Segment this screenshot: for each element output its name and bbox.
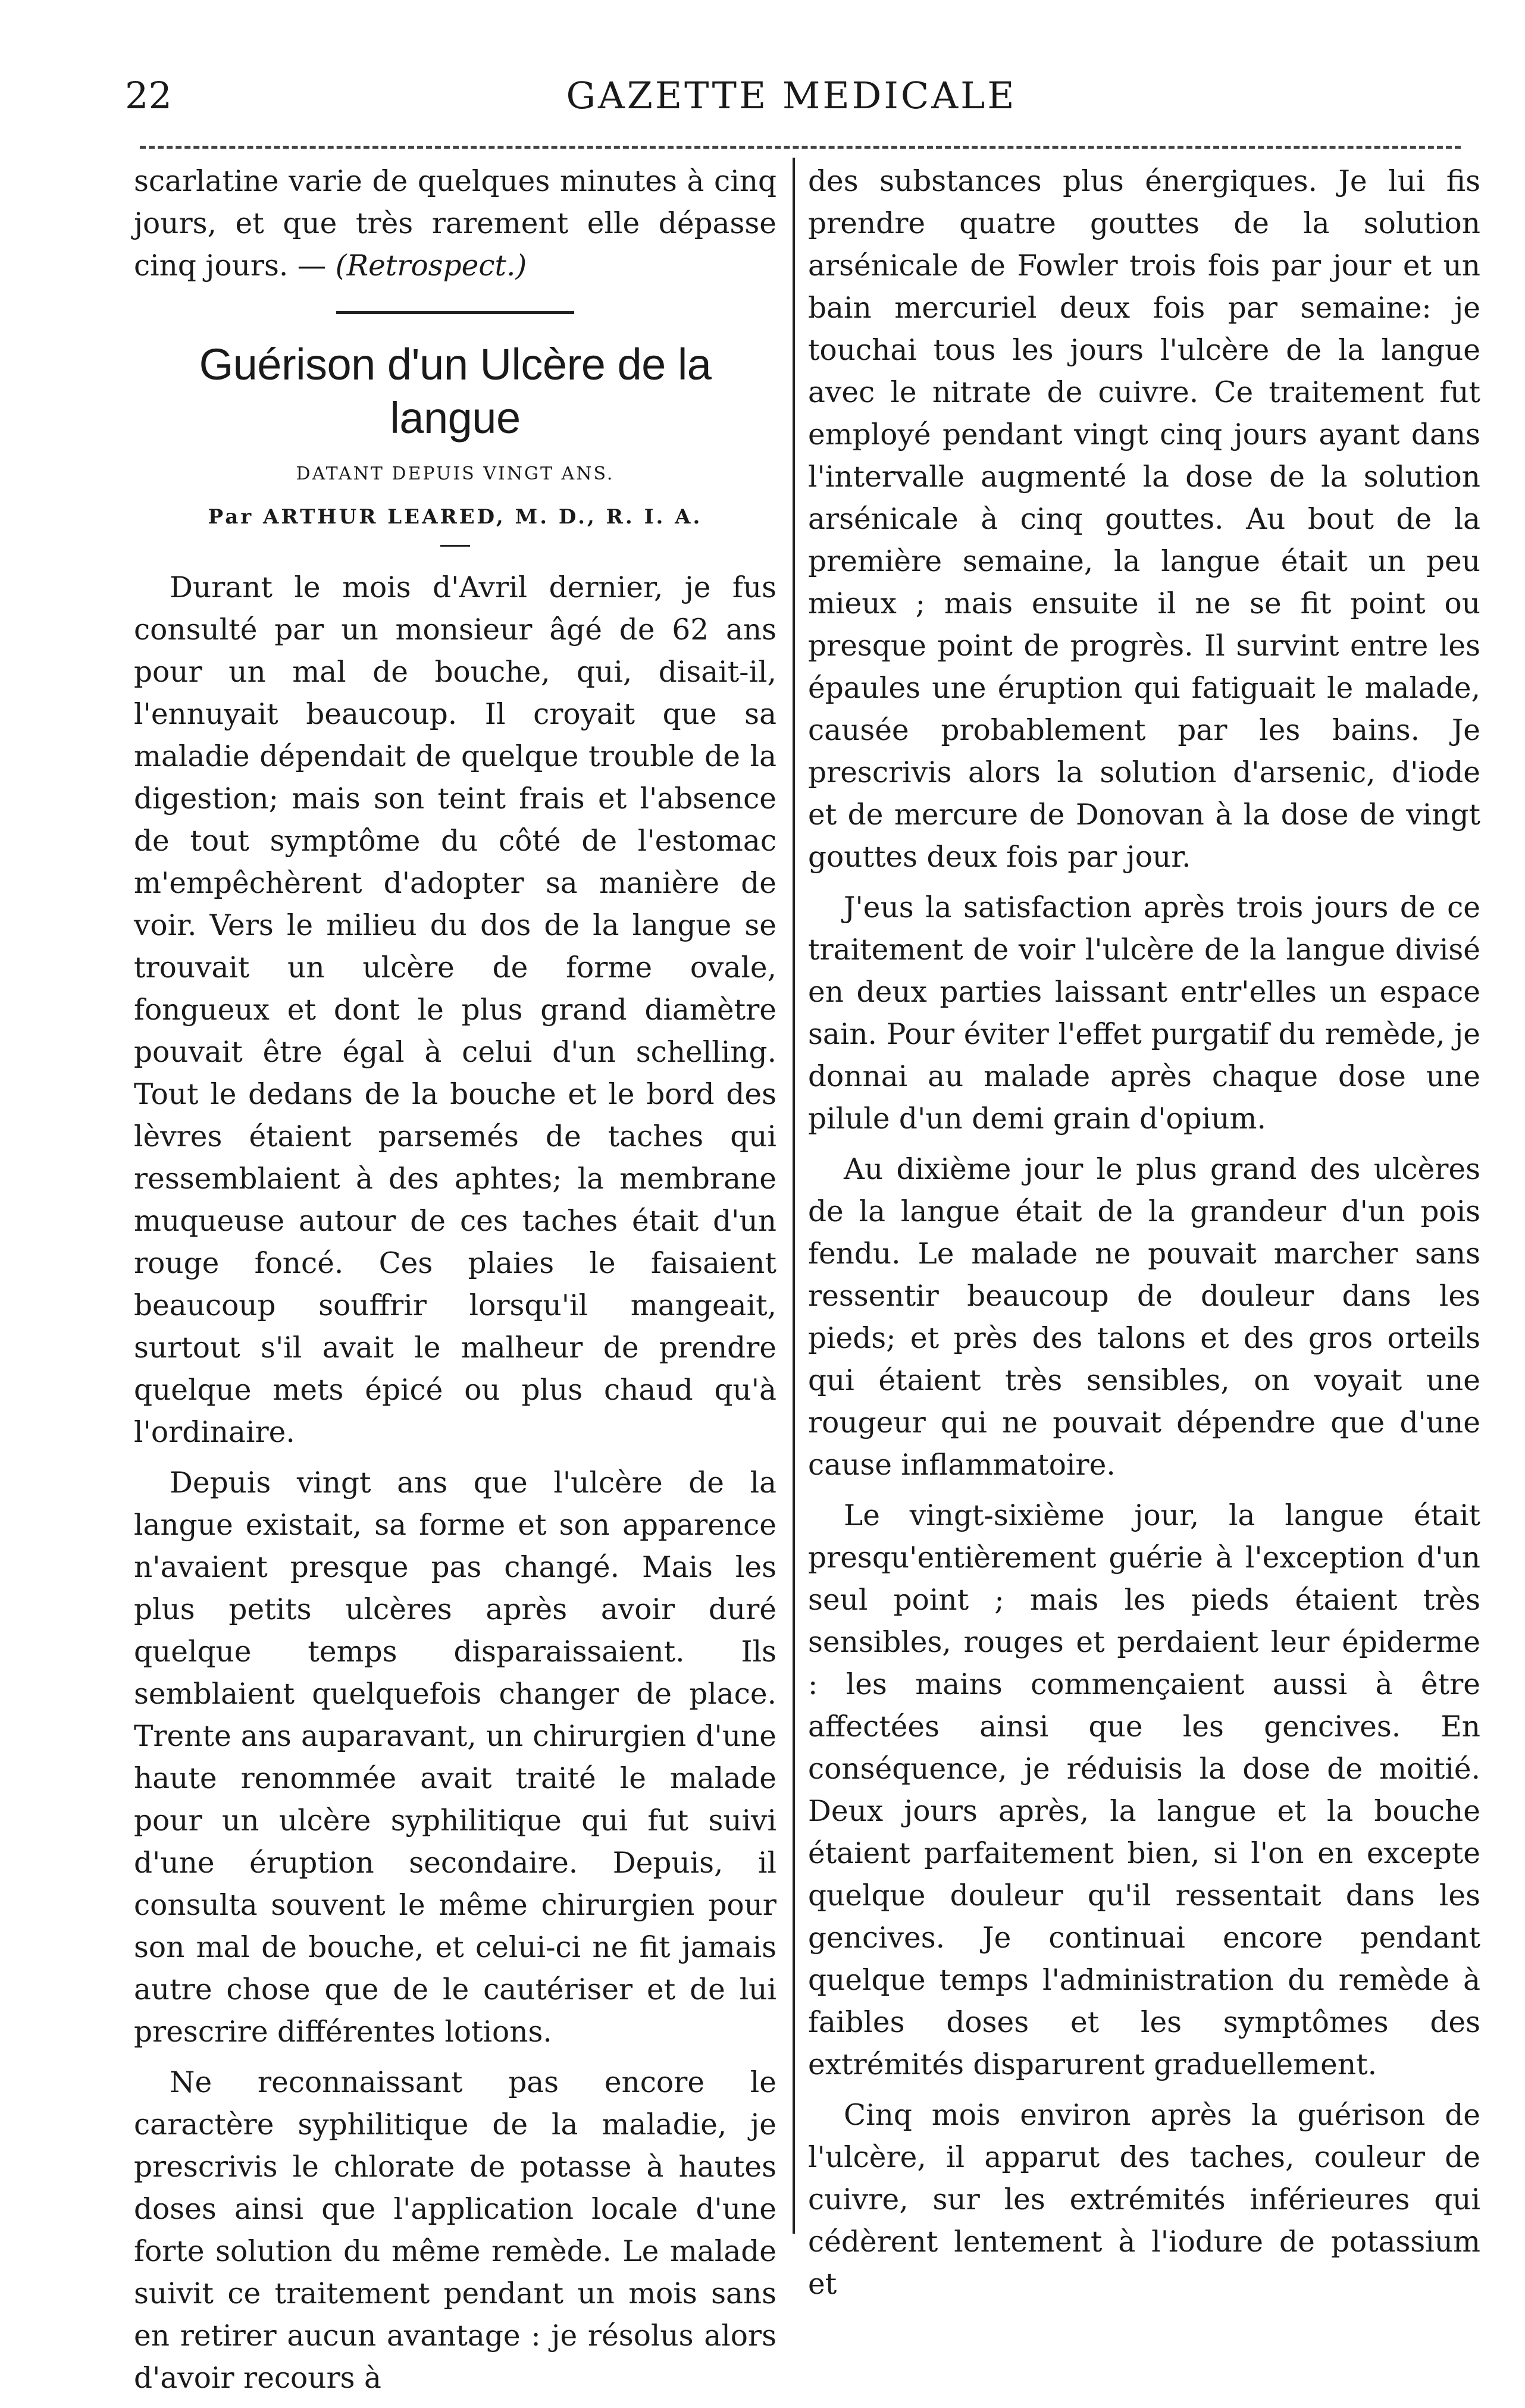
article-paragraph: J'eus la satisfaction après trois jours de ce traitement de voir l'ulcère de la langue divisé en deux parties laissant entr'elles un espace sain. Pour éviter l'effet purgatif du remède, je donnai au malade après chaque dose une pilule d'un demi grain d'opium. [808, 891, 1480, 1136]
article-paragraph: Durant le mois d'Avril dernier, je fus consulté par un monsieur âgé de 62 ans pour un mal de bouche, qui, disait-il, l'ennuyait beaucoup. Il croyait que sa maladie dépendait de quelque trouble de la digestion; mais son teint frais et l'absence de tout symptôme du côté de l'estomac m'empêchèrent d'adopter sa manière de voir. Vers le milieu du dos de la langue se trouvait un ulcère de forme ovale, fongueux et dont le plus grand diamètre pouvait être égal à celui d'un schelling. Tout le dedans de la bouche et le bord des lèvres étaient parsemés de taches qui ressemblaient à des aphtes; la membrane muqueuse autour de ces taches était d'un rouge foncé. Ces plaies le faisaient beaucoup souffrir lorsqu'il mangeait, surtout s'il avait le malheur de prendre quelque mets épicé ou plus chaud qu'à l'ordinaire. [134, 571, 776, 1449]
running-title: GAZETTE MEDICALE [566, 74, 1017, 117]
header-rule [140, 146, 1461, 149]
intro-source: (Retrospect.) [335, 249, 527, 283]
article-paragraph: Cinq mois environ après la guérison de l'ulcère, il apparut des taches, couleur de cuivre, sur les extrémités inférieures qui cédèrent lentement à l'iodure de potassium et [808, 2099, 1480, 2301]
article-title: Guérison d'un Ulcère de la langue [199, 340, 712, 443]
page-header [125, 74, 1458, 143]
left-column [134, 161, 776, 2408]
byline-rule [440, 545, 470, 547]
intro-text: scarlatine varie de quelques minutes à cinq jours, et que très rarement elle dépasse cinq jours. — [134, 165, 776, 283]
right-column [808, 161, 1480, 2314]
section-separator [336, 311, 574, 314]
article-paragraph: Ne reconnaissant pas encore le caractère syphilitique de la maladie, je prescrivis le chlorate de potasse à hautes doses ainsi que l'application locale d'une forte solution du même remède. Le malade suivit ce traitement pendant un mois sans en retirer aucun avantage : je résolus alors d'avoir recours à [134, 2066, 776, 2395]
page-number: 22 [125, 74, 172, 117]
article-paragraph: des substances plus énergiques. Je lui fis prendre quatre gouttes de la solution arsénicale de Fowler trois fois par jour et un bain mercuriel deux fois par semaine: je touchai tous les jours l'ulcère de la langue avec le nitrate de cuivre. Ce traitement fut employé pendant vingt cinq jours ayant dans l'intervalle augmenté la dose de la solution arsénicale à cinq gouttes. Au bout de la première semaine, la langue était un peu mieux ; mais ensuite il ne se fit point ou presque point de progrès. Il survint entre les épaules une éruption qui fatiguait le malade, causée probablement par les bains. Je prescrivis alors la solution d'arsenic, d'iode et de mercure de Donovan à la dose de vingt gouttes deux fois par jour. [808, 165, 1480, 874]
article-subtitle: DATANT DEPUIS VINGT ANS. [296, 463, 615, 484]
article-paragraph: Le vingt-sixième jour, la langue était presqu'entièrement guérie à l'exception d'un seul point ; mais les pieds étaient très sensibles, rouges et perdaient leur épiderme : les mains commençaient aussi à être affectées ainsi que les gencives. En conséquence, je réduisis la dose de moitié. Deux jours après, la langue et la bouche étaient parfaitement bien, si l'on en excepte quelque douleur qu'il ressentait dans les gencives. Je continuai encore pendant quelque temps l'administration du remède à faibles doses et les symptômes des extrémités disparurent graduellement. [808, 1499, 1480, 2081]
article-byline: Par ARTHUR LEARED, M. D., R. I. A. [208, 505, 703, 529]
article-paragraph: Au dixième jour le plus grand des ulcères de la langue était de la grandeur d'un pois fendu. Le malade ne pouvait marcher sans ressentir beaucoup de douleur dans les pieds; et près des talons et des gros orteils qui étaient très sensibles, on voyait une rougeur qui ne pouvait dépendre que d'une cause inflammatoire. [808, 1153, 1480, 1482]
article-paragraph: Depuis vingt ans que l'ulcère de la langue existait, sa forme et son apparence n'avaient presque pas changé. Mais les plus petits ulcères après avoir duré quelque temps disparaissaient. Ils semblaient quelquefois changer de place. Trente ans auparavant, un chirurgien d'une haute renommée avait traité le malade pour un ulcère syphilitique qui fut suivi d'une éruption secondaire. Depuis, il consulta souvent le même chirurgien pour son mal de bouche, et celui-ci ne fit jamais autre chose que de le cautériser et de lui prescrire différentes lotions. [134, 1466, 776, 2049]
column-divider [793, 158, 795, 2234]
intro-paragraph [134, 161, 776, 287]
